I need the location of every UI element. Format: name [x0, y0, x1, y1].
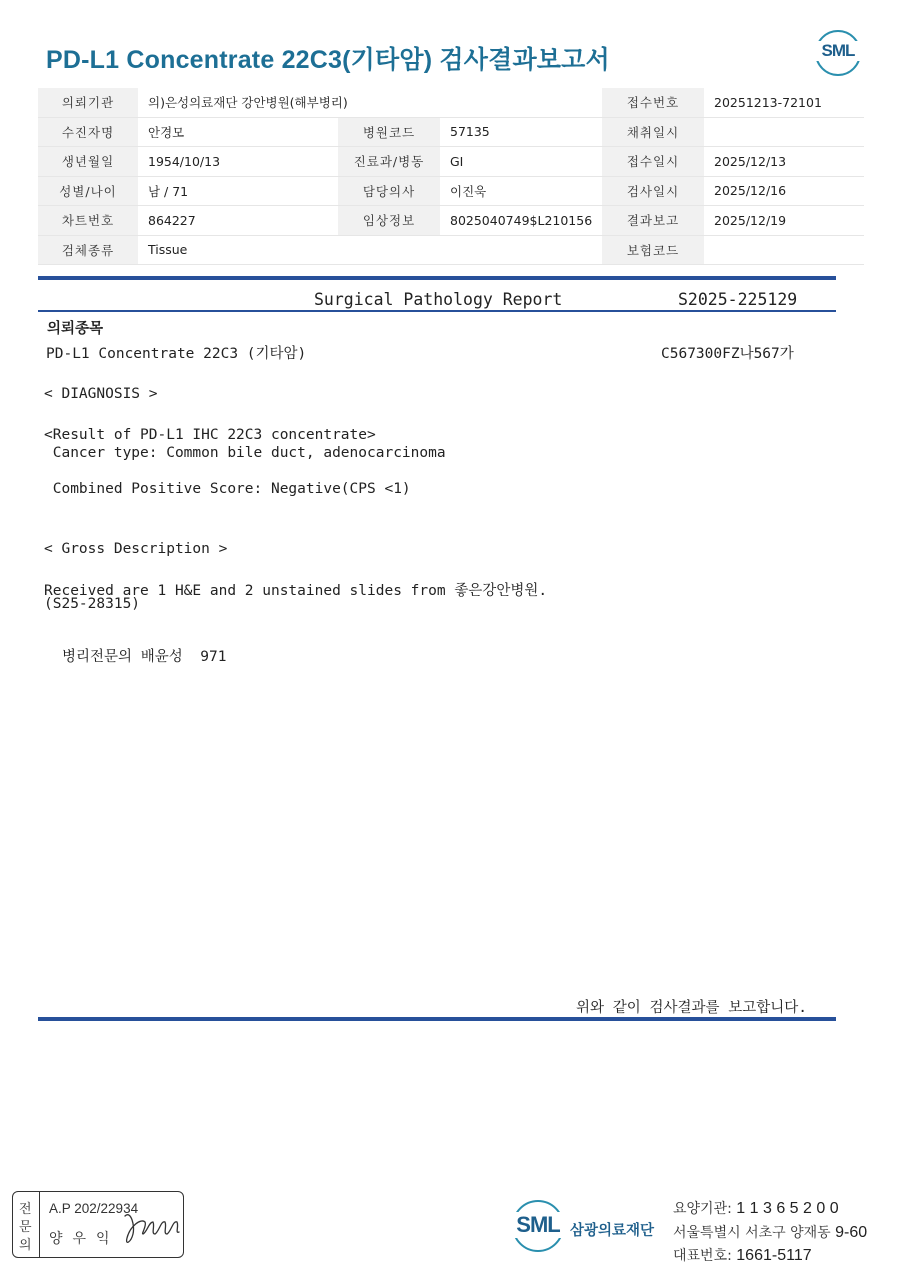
info-row: [38, 117, 864, 147]
info-value: 안경모: [138, 117, 338, 147]
info-label: 보험코드: [602, 235, 704, 265]
info-row: [38, 206, 864, 236]
info-label: 채취일시: [602, 117, 704, 147]
test-name: PD-L1 Concentrate 22C3 (기타암): [46, 346, 307, 362]
request-section-label: 의뢰종목: [47, 321, 104, 337]
cps-result: Combined Positive Score: Negative(CPS <1): [44, 481, 411, 497]
info-value: 2025/12/19: [704, 206, 864, 236]
info-label: 생년월일: [38, 147, 138, 177]
gross-line-2: (S25-28315): [44, 596, 141, 612]
surgical-report-title: Surgical Pathology Report: [314, 290, 563, 309]
info-label: 접수번호: [602, 88, 704, 117]
report-title-rule: [38, 310, 836, 312]
info-value: 남 / 71: [138, 176, 338, 206]
gross-line-1: Received are 1 H&E and 2 unstained slides from 좋은강안병원.: [44, 583, 548, 599]
info-value: 2025/12/13: [704, 147, 864, 177]
info-value: 의)은성의료재단 강안병원(해부병리): [138, 88, 602, 117]
institution-code-label: 요양기관:: [673, 1201, 732, 1217]
gross-header: < Gross Description >: [44, 541, 228, 557]
info-label: 병원코드: [338, 117, 440, 147]
info-label: 차트번호: [38, 206, 138, 236]
info-value: 57135: [440, 117, 602, 147]
info-row: [38, 147, 864, 177]
info-label: 담당의사: [338, 176, 440, 206]
phone-value: 1661-5117: [736, 1247, 812, 1264]
info-value: 2025/12/16: [704, 176, 864, 206]
patient-info-table: [38, 88, 864, 265]
specialist-name: 양우익: [49, 1231, 120, 1247]
address-label: 서울특별시 서초구 양재동: [673, 1225, 831, 1241]
info-label: 수진자명: [38, 117, 138, 147]
info-label: 접수일시: [602, 147, 704, 177]
footer-rule: [38, 1017, 836, 1021]
sml-footer-logo-text: SML: [510, 1212, 566, 1238]
specialist-stamp: [12, 1191, 184, 1258]
institution-code-value: 1 1 3 6 5 2 0 0: [736, 1200, 839, 1217]
stamp-char-1: 전: [19, 1202, 32, 1217]
info-label: 진료과/병동: [338, 147, 440, 177]
institution-code: [673, 1198, 839, 1218]
report-number: S2025-225129: [678, 290, 798, 309]
info-label: 임상정보: [338, 206, 440, 236]
info-row: [38, 235, 864, 265]
phone: [673, 1245, 812, 1265]
stamp-char-2: 문: [19, 1220, 32, 1235]
test-code: C567300FZ나567가: [661, 346, 794, 362]
info-value: [704, 235, 864, 265]
header-rule: [38, 276, 836, 280]
info-label: 의뢰기관: [38, 88, 138, 117]
info-value: Tissue: [138, 235, 602, 265]
info-label: 검사일시: [602, 176, 704, 206]
sml-logo-text: SML: [815, 41, 861, 61]
info-value: 864227: [138, 206, 338, 236]
result-title: <Result of PD-L1 IHC 22C3 concentrate>: [44, 427, 376, 443]
pathologist-line: 병리전문의 배윤성 971: [62, 649, 227, 665]
ap-number: A.P 202/22934: [49, 1201, 139, 1216]
sml-footer-logo: [510, 1198, 566, 1254]
info-value: 1954/10/13: [138, 147, 338, 177]
info-label: 성별/나이: [38, 176, 138, 206]
foundation-name: 삼광의료재단: [570, 1223, 655, 1239]
info-value: GI: [440, 147, 602, 177]
address: [673, 1222, 867, 1242]
closing-statement: 위와 같이 검사결과를 보고합니다.: [576, 1000, 808, 1016]
sml-logo: [815, 30, 861, 76]
address-value: 9-60: [835, 1224, 868, 1241]
info-label: 검체종류: [38, 235, 138, 265]
info-value: 이진욱: [440, 176, 602, 206]
stamp-char-3: 의: [19, 1238, 32, 1253]
signature-icon: [121, 1204, 183, 1250]
report-title: PD-L1 Concentrate 22C3(기타암) 검사결과보고서: [46, 46, 610, 74]
diagnosis-header: < DIAGNOSIS >: [44, 386, 158, 402]
phone-label: 대표번호:: [673, 1248, 732, 1264]
info-row: [38, 88, 864, 117]
info-value: 8025040749$L210156: [440, 206, 602, 236]
info-value: [704, 117, 864, 147]
info-label: 결과보고: [602, 206, 704, 236]
cancer-type: Cancer type: Common bile duct, adenocarcinoma: [44, 445, 446, 461]
info-row: [38, 176, 864, 206]
info-value: 20251213-72101: [704, 88, 864, 117]
